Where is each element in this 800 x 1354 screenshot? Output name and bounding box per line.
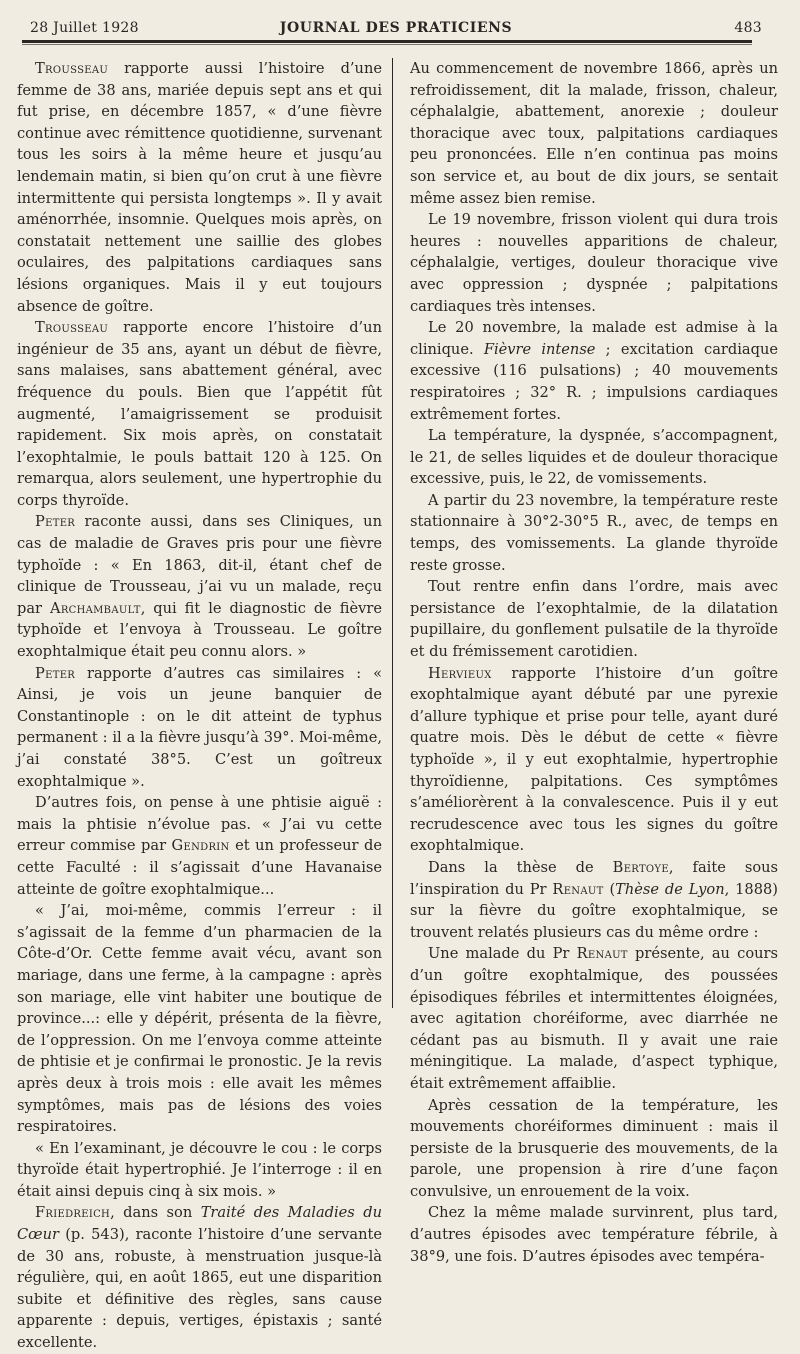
paragraph-text: rapporte d’autres cas similaires : « Ainsi, je vois un jeune banquier de Constantinople : on le dit atteint de typhus permanent : il a la fièvre jusqu’à 39°. Moi-même, j’ai constaté 38°5. C’est un goîtreux exophtalmique ».: [17, 664, 382, 790]
paragraph-text: (: [603, 880, 616, 898]
paragraph-text: Le 19 novembre, frisson violent qui dura trois heures : nouvelles apparitions de chaleur, céphalalgie, vertiges, douleur thoracique vive avec oppression ; dyspnée ; palpitations cardiaques très intenses.: [410, 211, 778, 315]
paragraph: [17, 1202, 382, 1353]
paragraph-text: , faite sous l’inspiration du Pr: [410, 858, 778, 898]
header-date: 28 Juillet 1928: [30, 20, 139, 36]
paragraph-text: rapporte aussi l’histoire d’une femme de 38 ans, mariée depuis sept ans et qui fut prise, en décembre 1857, « d’une fièvre continue avec rémittence quotidienne, survenant tous les soirs à la même heure et jusqu’au lendemain matin, si bien qu’on crut à une fièvre intermittente qui persista longtemps ». Il y avait aménorrhée, insomnie. Quelques mois après, on constatait nettement une saillie des globes oculaires, des palpitations cardiaques sans lésions organiques. Mais il y eut toujours absence de goître.: [17, 60, 382, 315]
author-name: Renaut: [576, 945, 628, 963]
paragraph: [410, 663, 778, 857]
header-rule-thin: [22, 44, 752, 45]
paragraph: [410, 425, 778, 490]
paragraph: [410, 943, 778, 1094]
author-name: Gendrin: [171, 837, 230, 855]
paragraph-text: rapporte l’histoire d’un goître exophtalmique ayant débuté par une pyrexie d’allure typhique et prise pour telle, ayant duré quatre mois. Dès le début de cette « fièvre typhoïde », il y eut exophtalmie, hypertrophie thyroïdienne, palpitations. Ces symptômes s’améliorèrent à la convalescence. Puis il y eut recrudescence avec tous les signes du goître exophtalmique.: [410, 664, 778, 855]
paragraph: [410, 58, 778, 209]
book-title: Traité des Maladies du Cœur: [17, 1204, 382, 1244]
paragraph-text: rapporte encore l’histoire d’un ingénieur de 35 ans, ayant un début de fièvre, sans malaises, sans abattement général, avec fréquence du pouls. Bien que l’appétit fût augmenté, l’amaigrissement se produisit rapidement. Six mois après, on constatait l’exophtalmie, le pouls battait 120 à 125. On remarqua, alors seulement, une hypertrophie du corps thyroïde.: [17, 319, 382, 509]
author-name: Archambault: [49, 599, 141, 617]
paragraph-text: Dans la thèse de: [428, 858, 613, 876]
paragraph: [17, 58, 382, 317]
paragraph: [410, 209, 778, 317]
paragraph: [17, 900, 382, 1138]
author-name: Peter: [35, 513, 76, 531]
author-name: Trousseau: [35, 60, 109, 77]
author-name: Bertoye: [612, 858, 669, 876]
thesis-title: Thèse de Lyon: [615, 880, 725, 898]
paragraph-text: A partir du 23 novembre, la température reste stationnaire à 30°2-30°5 R., avec, de temps en temps, des vomissements. La glande thyroïde reste grosse.: [410, 491, 778, 574]
paragraph-text: , dans son: [110, 1204, 201, 1222]
paragraph: [410, 317, 778, 425]
paragraph-text: , qui fit le diagnostic de fièvre typhoïde et l’envoya à Trousseau. Le goître exophtalmique était peu connu alors. »: [17, 599, 382, 661]
paragraph: [17, 663, 382, 793]
paragraph-text: , 1888) sur la fièvre du goître exophtalmique, se trouvent relatés plusieurs cas du même ordre :: [410, 880, 778, 941]
author-name: Trousseau: [35, 319, 109, 337]
emphasis: Fièvre intense: [483, 340, 596, 358]
paragraph: [17, 317, 382, 511]
header-rule: [22, 40, 752, 43]
paragraph: [17, 792, 382, 900]
paragraph: [410, 490, 778, 576]
paragraph-text: ; excitation cardiaque excessive (116 pulsations) ; 40 mouvements respiratoires ; 32° R. ; impulsions cardiaques extrêmement fortes.: [410, 340, 778, 423]
paragraph-text: Le 20 novembre, la malade est admise à la clinique.: [410, 319, 778, 358]
paragraph-text: (p. 543), raconte l’histoire d’une servante de 30 ans, robuste, à menstruation jusque-là régulière, qui, en août 1865, eut une disparition subite et définitive des règles, sans cause apparente : depuis, vertiges, épistaxis ; santé excellente.: [17, 1226, 382, 1352]
paragraph-text: « En l’examinant, je découvre le cou : le corps thyroïde était hypertrophié. Je l’interroge : il en était ainsi depuis cinq à six mois. »: [17, 1139, 382, 1200]
author-name: Peter: [35, 664, 76, 682]
author-name: Renaut: [552, 880, 604, 898]
author-name: Friedreich: [35, 1204, 111, 1222]
paragraph: [410, 857, 778, 943]
column-divider: [392, 58, 393, 1008]
paragraph-text: « J’ai, moi-même, commis l’erreur : il s’agissait de la femme d’un pharmacien de la Côte-d’Or. Cette femme avait vécu, avant son mariage, dans une ferme, à la campagne : après son mariage, elle vint habiter une boutique de province...: elle y dépérit, présenta de la fièvre, de l’oppression. On me l’envoya comme atteinte de phtisie et je confirmai le pronostic. Je la revis après deux à trois mois : elle avait les mêmes symptômes, mais pas de lésions des voies respiratoires.: [17, 902, 382, 1136]
paragraph-text: Chez la même malade survinrent, plus tard, d’autres épisodes avec température fébrile, à 38°9, une fois. D’autres épisodes avec tempéra-: [410, 1204, 778, 1265]
paragraph-text: Après cessation de la température, les mouvements choréiformes diminuent : mais il persiste de la brusquerie des mouvements, de la parole, une propension à rire d’une façon convulsive, un enrouement de la voix.: [410, 1096, 778, 1200]
paragraph-text: Au commencement de novembre 1866, après un refroidissement, dit la malade, frisson, chaleur, céphalalgie, abattement, anorexie ; douleur thoracique avec toux, palpitations cardiaques peu prononcées. Elle n’en continua pas moins son service et, au bout de dix jours, se sentait même assez bien remise.: [410, 60, 778, 207]
paragraph-text: Tout rentre enfin dans l’ordre, mais avec persistance de l’exophtalmie, de la dilatation pupillaire, du gonflement pulsatile de la thyroïde et du frémissement carotidien.: [410, 578, 778, 661]
right-column: [410, 58, 778, 1267]
paragraph-text: Une malade du Pr: [428, 945, 577, 963]
paragraph: [410, 576, 778, 662]
paragraph-text: présente, au cours d’un goître exophtalmique, des poussées épisodiques fébriles et intermittentes éloignées, avec agitation choréiforme, avec diarrhée ne cédant pas au bismuth. Il y avait une raie méningitique. La malade, d’aspect typhique, était extrêmement affaiblie.: [410, 945, 778, 1092]
paragraph: [410, 1202, 778, 1267]
author-name: Hervieux: [428, 664, 492, 682]
paragraph-text: D’autres fois, on pense à une phtisie aiguë : mais la phtisie n’évolue pas. « J’ai vu cette erreur commise par: [17, 794, 382, 855]
running-header: [30, 20, 762, 40]
journal-title: JOURNAL DES PRATICIENS: [279, 20, 513, 36]
page-number: 483: [734, 20, 762, 36]
left-column: [17, 58, 382, 1354]
paragraph-text: raconte aussi, dans ses Cliniques, un cas de maladie de Graves pris pour une fièvre typhoïde : « En 1863, dit-il, étant chef de clinique de Trousseau, j’ai vu un malade, reçu par: [17, 513, 382, 617]
paragraph-text: et un professeur de cette Faculté : il s’agissait d’une Havanaise atteinte de goître exophtalmique...: [17, 837, 383, 898]
paragraph: [410, 1095, 778, 1203]
paragraph: [17, 1138, 382, 1203]
paragraph-text: La température, la dyspnée, s’accompagnent, le 21, de selles liquides et de douleur thoracique excessive, puis, le 22, de vomissements.: [410, 427, 778, 488]
paragraph: [17, 511, 382, 662]
